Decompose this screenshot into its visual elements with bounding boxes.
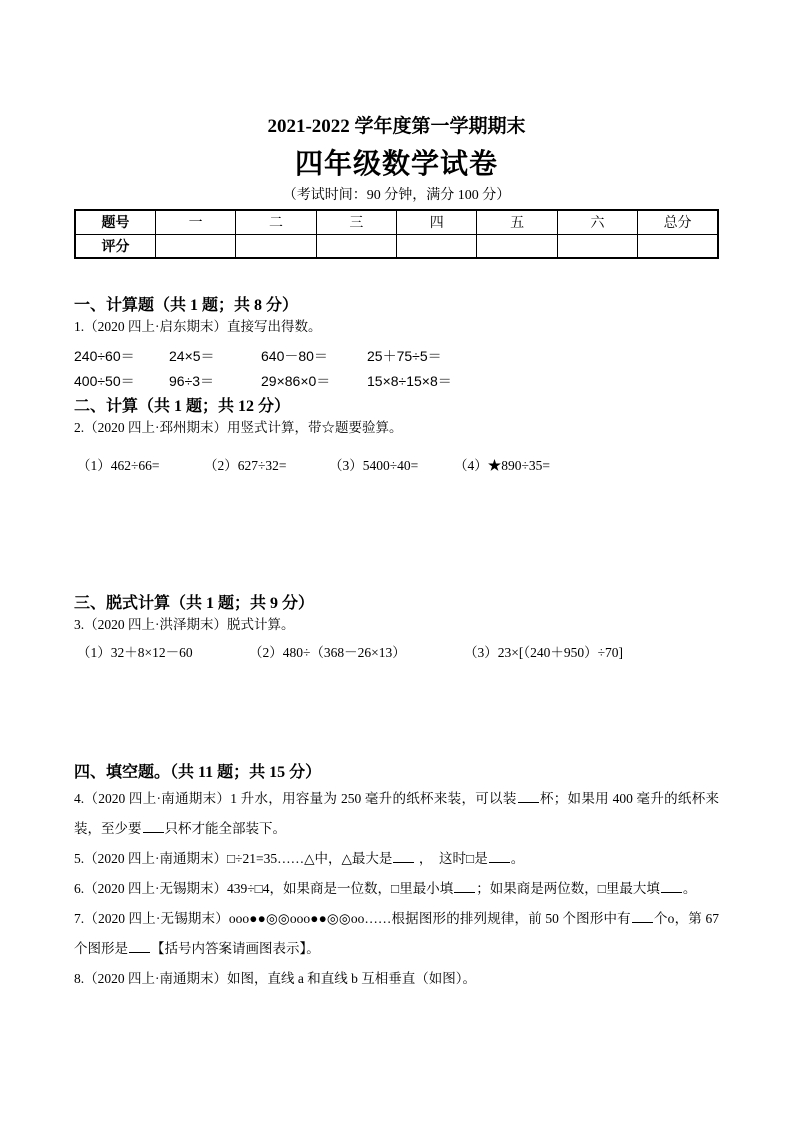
question-text-part: 只杯才能全部装下。: [164, 821, 286, 836]
answer-blank: [393, 849, 414, 863]
math-item: （2）627÷32=: [204, 458, 287, 473]
score-cell-3: [316, 234, 396, 258]
question-text-part: 【括号内答案请画图表示】。: [151, 941, 320, 956]
question-text-part: 。: [510, 851, 525, 866]
math-expression: 25＋75÷5＝: [367, 348, 442, 364]
math-item: （2）480÷（368－26×13）: [249, 645, 406, 660]
section-4-heading: 四、填空题。（共 11 题；共 15 分）: [74, 764, 322, 781]
score-cell-1: [155, 234, 235, 258]
score-table-score-row: [75, 234, 718, 258]
math-expression: 640－80＝: [261, 348, 328, 364]
question-7: [74, 904, 719, 964]
term-title: 2021-2022 学年度第一学期期末: [267, 116, 526, 137]
score-cell-2: [236, 234, 316, 258]
score-table-col-total: 总分: [638, 210, 718, 234]
answer-blank: [454, 879, 475, 893]
question-2-text: 2.（2020 四上·邳州期末）用竖式计算，带☆题要验算。: [74, 420, 403, 435]
section-3-heading: 三、脱式计算（共 1 题；共 9 分）: [74, 595, 315, 612]
question-1-text: 1.（2020 四上·启东期末）直接写出得数。: [74, 319, 322, 334]
score-cell-4: [397, 234, 477, 258]
question-5: [74, 844, 719, 874]
score-cell-6: [557, 234, 637, 258]
math-expression: 96÷3＝: [169, 373, 215, 389]
math-expression: 24×5＝: [169, 348, 215, 364]
math-item: （3）5400÷40=: [329, 458, 419, 473]
score-row-label: 评分: [75, 234, 155, 258]
score-table-col-4: 四: [397, 210, 477, 234]
answer-blank: [489, 849, 510, 863]
question-3-text: 3.（2020 四上·洪泽期末）脱式计算。: [74, 617, 295, 632]
question-text-part: 5.（2020 四上·南通期末）□÷21=35……△中，△最大是: [74, 851, 393, 866]
answer-blank: [143, 819, 164, 833]
exam-info-line: （考试时间：90 分钟，满分 100 分）: [282, 188, 511, 203]
question-text-part: ， 这时□是: [415, 851, 488, 866]
answer-blank: [632, 909, 653, 923]
q1-expressions-row-2: [74, 369, 719, 394]
math-item: （4）★890÷35=: [454, 458, 551, 473]
math-expression: 15×8÷15×8＝: [367, 373, 452, 389]
score-table-col-2: 二: [236, 210, 316, 234]
q3-items-row: [74, 643, 719, 663]
question-6: [74, 874, 719, 904]
score-table-header-row: [75, 210, 718, 234]
score-table-col-5: 五: [477, 210, 557, 234]
score-table-col-3: 三: [316, 210, 396, 234]
section-1-heading: 一、计算题（共 1 题；共 8 分）: [74, 297, 299, 314]
answer-blank: [518, 789, 539, 803]
question-text-part: 。: [682, 881, 697, 896]
score-table-corner-label: 题号: [75, 210, 155, 234]
math-item: （1）462÷66=: [77, 458, 160, 473]
score-cell-total: [638, 234, 718, 258]
question-text-part: ；如果商是两位数，□里最大填: [476, 881, 660, 896]
math-expression: 240÷60＝: [74, 348, 135, 364]
q1-expressions-row-1: [74, 344, 719, 369]
score-table-col-6: 六: [557, 210, 637, 234]
answer-blank: [129, 939, 150, 953]
score-table-col-1: 一: [155, 210, 235, 234]
question-4: [74, 784, 719, 844]
answer-blank: [661, 879, 682, 893]
question-8: 8.（2020 四上·南通期末）如图，直线 a 和直线 b 互相垂直（如图）。: [74, 971, 476, 986]
q2-items-row: [74, 456, 719, 476]
question-text-part: 个o，第 67 个图形是: [74, 911, 719, 956]
math-item: （1）32＋8×12－60: [77, 645, 193, 660]
question-text-part: 杯；如果用 400 毫升的纸杯来装，至少要: [74, 791, 720, 836]
question-text-part: 4.（2020 四上·南通期末）1 升水，用容量为 250 毫升的纸杯来装，可以装: [74, 791, 517, 806]
math-expression: 400÷50＝: [74, 373, 135, 389]
score-cell-5: [477, 234, 557, 258]
question-text-part: 6.（2020 四上·无锡期末）439÷□4，如果商是一位数，□里最小填: [74, 881, 454, 896]
paper-title: 四年级数学试卷: [294, 149, 498, 180]
math-expression: 29×86×0＝: [261, 373, 331, 389]
section-2-heading: 二、计算（共 1 题；共 12 分）: [74, 398, 291, 415]
question-text-part: 7.（2020 四上·无锡期末）ooo●●◎◎ooo●●◎◎oo……根据图形的排列规律，前 50 个图形中有: [74, 911, 631, 926]
math-item: （3）23×[（240＋950）÷70]: [464, 645, 624, 660]
score-table: [74, 209, 719, 259]
